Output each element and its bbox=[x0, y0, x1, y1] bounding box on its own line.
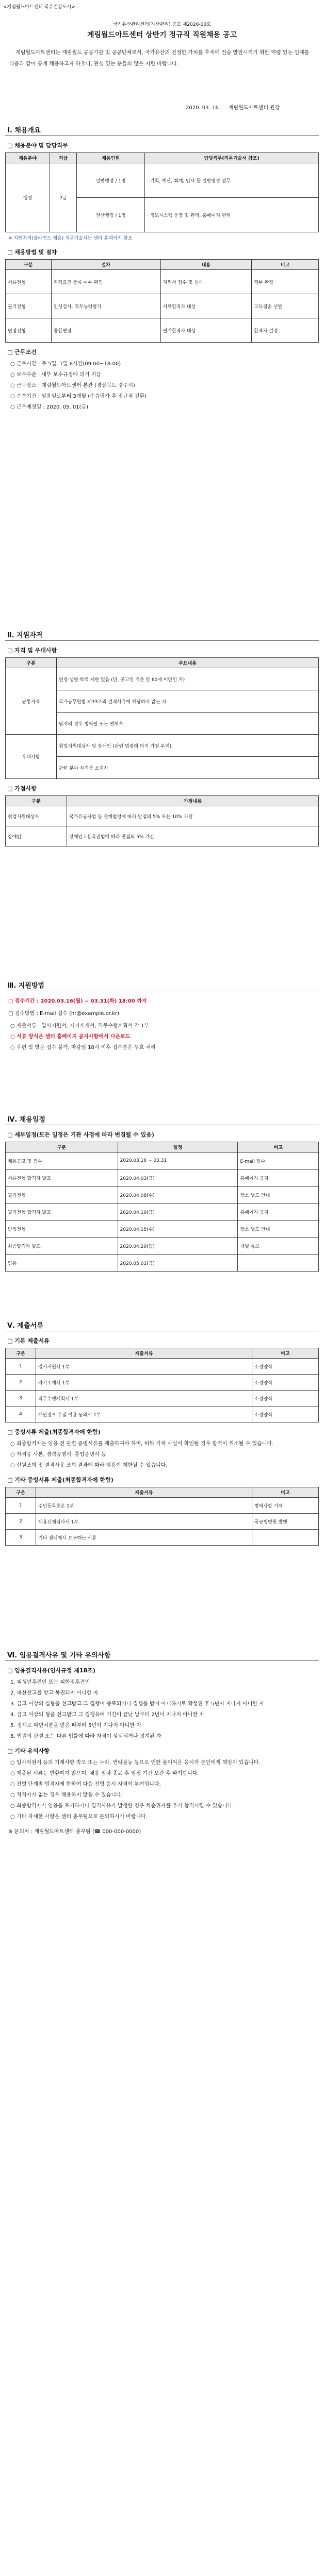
table-header: 가점내용 bbox=[67, 796, 319, 806]
table-cell: 면접전형 bbox=[6, 1221, 118, 1238]
subsection-title: □ 채용분야 및 담당직무 bbox=[7, 142, 68, 149]
table-row bbox=[6, 1255, 319, 1272]
table-cell: 장소 별도 안내 bbox=[238, 1187, 319, 1204]
subsection-title: □ 채용방법 및 절차 bbox=[7, 249, 57, 256]
announcement-date-org bbox=[186, 103, 280, 111]
table-row bbox=[6, 1406, 319, 1422]
table-cell: 서류합격자 대상 bbox=[160, 294, 252, 318]
table-header: 채용분야 bbox=[6, 153, 50, 163]
table-header: 구분 bbox=[6, 658, 57, 668]
table-cell: 관련 분야 자격증 소지자 bbox=[57, 757, 319, 779]
section-recruitment-overview bbox=[5, 124, 319, 413]
section-title: Ⅰ. 채용개요 bbox=[5, 124, 319, 136]
table-cell: 인성검사, 직무능력평가 bbox=[51, 294, 160, 318]
application-method: □ 접수방법 : E-mail 접수 (hr@example.or.kr) bbox=[8, 1011, 119, 1016]
table-row bbox=[6, 1187, 319, 1204]
table-row bbox=[6, 1391, 319, 1406]
table-cell: 3 bbox=[6, 1530, 36, 1546]
table-cell: 우대사항 bbox=[6, 735, 57, 779]
subsection-title: □ 증빙서류 제출(최종합격자에 한함) bbox=[7, 1429, 101, 1435]
basic-documents-table bbox=[5, 1348, 319, 1422]
subsection-title: □ 임용결격사유(인사규정 제18조) bbox=[7, 1667, 95, 1674]
table-cell: 지원서 접수 및 심사 bbox=[160, 270, 252, 294]
subsection-title: □ 가점사항 bbox=[7, 785, 37, 792]
table-cell: 개별 통보 bbox=[238, 1238, 319, 1255]
announcement-number: 국가유산관리센터(자산관리) 공고 제2020-00호 bbox=[113, 22, 211, 27]
table-cell: 소정양식 bbox=[252, 1406, 319, 1422]
table-cell: 필기전형 bbox=[6, 1187, 118, 1204]
table-cell: 장소 별도 안내 bbox=[238, 1221, 319, 1238]
table-cell: 1 bbox=[6, 1359, 36, 1375]
table-header: 비고 bbox=[238, 1142, 319, 1153]
table-cell: 직무수행계획서 1부 bbox=[36, 1391, 252, 1406]
table-cell: 홈페이지 공지 bbox=[238, 1204, 319, 1221]
subsection-title: □ 세부일정(모든 일정은 기관 사정에 따라 변경될 수 있음) bbox=[7, 1131, 154, 1138]
condition-item: ○ 보수수준 : 내부 보수규정에 의거 지급 bbox=[10, 372, 102, 378]
subsection-title: □ 기본 제출서류 bbox=[7, 1337, 50, 1344]
table-cell: 취업지원대상자 bbox=[6, 806, 67, 826]
table-cell: 자기소개서 1부 bbox=[36, 1375, 252, 1391]
table-row bbox=[6, 1170, 319, 1187]
table-cell: 일반행정 / 1명 bbox=[77, 163, 145, 198]
subsection-title: □ 기타 증빙서류 제출(최종합격자에 한함) bbox=[7, 1477, 114, 1483]
disqualification-item: 3. 금고 이상의 실형을 선고받고 그 집행이 종료되거나 집행을 받지 아니하기로 확정된 후 5년이 지나지 아니한 자 bbox=[10, 1701, 264, 1707]
table-row bbox=[6, 1153, 319, 1170]
table-cell: 면접전형 bbox=[6, 318, 52, 343]
table-row bbox=[6, 668, 319, 690]
notice-item: ○ 제출된 서류는 반환하지 않으며, 채용 절차 종료 후 일정 기간 보관 후 파기합니다. bbox=[10, 1771, 199, 1776]
disqualification-item: 1. 피성년후견인 또는 피한정후견인 bbox=[10, 1680, 90, 1685]
table-cell: 채용공고 및 접수 bbox=[6, 1153, 118, 1170]
notice-item: ○ 전형 단계별 합격자에 한하여 다음 전형 응시 자격이 부여됩니다. bbox=[10, 1782, 161, 1787]
table-header: 채용인원 bbox=[77, 153, 145, 163]
table-header: 절차 bbox=[51, 260, 160, 270]
table-row bbox=[6, 1375, 319, 1391]
note-link[interactable]: ※ 지원자격(블라인드 채용) 직무기술서는 센터 홈페이지 참조 bbox=[8, 236, 133, 241]
table-header: 제출서류 bbox=[36, 1348, 252, 1359]
subsection-title: □ 자격 및 우대사항 bbox=[7, 647, 57, 654]
intro-paragraph: 계림월드아트센터는 계림월드 공공기관 및 공공단체로서, 국가유산의 진정한 가치를 후세에 전승 발전시키기 위한 역량 있는 인재를 다음과 같이 공개 채용하고자 하오니, 관심 있는 분들의 많은 지원 바랍니다. bbox=[9, 50, 310, 67]
disqualification-item: 4. 금고 이상의 형을 선고받고 그 집행유예 기간이 끝난 날부터 2년이 지나지 아니한 자 bbox=[10, 1712, 205, 1718]
table-cell: 2020.03.16 ~ 03.31 bbox=[118, 1153, 238, 1170]
table-cell: 소정양식 bbox=[252, 1359, 319, 1375]
table-cell: 취업지원대상자 및 장애인 (관련 법령에 의거 가점 부여) bbox=[57, 735, 319, 757]
table-cell: 입사지원서 1부 bbox=[36, 1359, 252, 1375]
table-header: 비고 bbox=[252, 1487, 319, 1498]
table-cell: 장애인 bbox=[6, 826, 67, 846]
schedule-table bbox=[5, 1142, 319, 1272]
section-title: Ⅳ. 채용일정 bbox=[5, 1113, 319, 1125]
condition-item: ○ 근무시간 : 주 5일, 1일 8시간(09:00~18:00) bbox=[10, 361, 121, 367]
table-cell: 필기전형 bbox=[6, 294, 52, 318]
table-header: 구분 bbox=[6, 1348, 36, 1359]
table-cell: 자격요건 충족 여부 확인 bbox=[51, 270, 160, 294]
document-note: ○ 최종합격자는 임용 전 관련 증빙서류를 제출하여야 하며, 허위 기재 사실이 확인될 경우 합격이 취소될 수 있습니다. bbox=[10, 1441, 274, 1447]
condition-item: ○ 근무예정일 : 2020. 05. 01(금) bbox=[10, 404, 89, 410]
bonus-points-table bbox=[5, 795, 319, 846]
application-item: ○ 우편 및 방문 접수 불가, 마감일 18시 이후 접수분은 무효 처리 bbox=[10, 1045, 156, 1050]
qualifications-table bbox=[5, 657, 319, 779]
table-row bbox=[6, 1359, 319, 1375]
table-cell: 소정양식 bbox=[252, 1391, 319, 1406]
section-qualifications bbox=[5, 629, 319, 846]
table-cell: 2020.04.03(금) bbox=[118, 1170, 238, 1187]
table-cell: · 기획, 예산, 회계, 인사 등 일반행정 업무 bbox=[145, 163, 319, 198]
subsection-title: □ 기타 유의사항 bbox=[7, 1748, 50, 1754]
table-cell: 7급 bbox=[50, 163, 77, 232]
table-cell: 주민등록초본 1부 bbox=[36, 1498, 252, 1514]
table-cell: 2 bbox=[6, 1514, 36, 1530]
section-title: Ⅵ. 임용결격사유 및 기타 유의사항 bbox=[5, 1649, 319, 1661]
table-header: 주요내용 bbox=[57, 658, 319, 668]
table-cell: 필기전형 합격자 발표 bbox=[6, 1204, 118, 1221]
announcement-date: 2020. 03. 16. bbox=[186, 105, 220, 111]
table-header: 구분 bbox=[6, 1487, 36, 1498]
table-cell: E-mail 접수 bbox=[238, 1153, 319, 1170]
section-schedule bbox=[5, 1113, 319, 1272]
table-row bbox=[6, 1221, 319, 1238]
document-note: ○ 자격증 사본, 경력증명서, 졸업증명서 등 bbox=[10, 1452, 106, 1458]
table-header: 내용 bbox=[160, 260, 252, 270]
table-cell: 공통자격 bbox=[6, 668, 57, 735]
notice-item: ○ 최종합격자가 임용을 포기하거나 결격사유가 발생한 경우 차순위자를 추가 합격시킬 수 있습니다. bbox=[10, 1803, 234, 1809]
table-cell: 종합면접 bbox=[51, 318, 160, 343]
table-row bbox=[6, 735, 319, 757]
table-cell: 3 bbox=[6, 1391, 36, 1406]
table-cell bbox=[238, 1255, 319, 1272]
table-cell: 남자의 경우 병역필 또는 면제자 bbox=[57, 713, 319, 735]
section-title: Ⅴ. 제출서류 bbox=[5, 1319, 319, 1331]
subsection-title: □ 근무조건 bbox=[7, 349, 37, 355]
document-note: ○ 신원조회 및 결격사유 조회 결과에 따라 임용이 제한될 수 있습니다. bbox=[10, 1463, 168, 1468]
table-row bbox=[6, 806, 319, 826]
table-cell: 채용신체검사서 1부 bbox=[36, 1514, 252, 1530]
table-cell: 서류전형 합격자 발표 bbox=[6, 1170, 118, 1187]
table-header: 구분 bbox=[6, 260, 52, 270]
table-row bbox=[6, 163, 319, 198]
notice-item: ○ 기타 자세한 사항은 센터 총무팀으로 문의하시기 바랍니다. bbox=[10, 1814, 148, 1820]
table-cell: 2020.04.10(금) bbox=[118, 1204, 238, 1221]
table-cell: 적부 판정 bbox=[252, 270, 319, 294]
table-cell: 합격자 결정 bbox=[252, 318, 319, 343]
table-cell: 최종합격자 발표 bbox=[6, 1238, 118, 1255]
section-documents bbox=[5, 1319, 319, 1546]
disqualification-item: 6. 법원의 판결 또는 다른 법률에 따라 자격이 상실되거나 정지된 자 bbox=[10, 1734, 161, 1739]
table-cell: 국공립병원 발행 bbox=[252, 1514, 319, 1530]
disqualification-item: 5. 징계로 파면처분을 받은 때부터 5년이 지나지 아니한 자 bbox=[10, 1723, 141, 1728]
table-cell: 소정양식 bbox=[252, 1375, 319, 1391]
table-row bbox=[6, 1238, 319, 1255]
condition-item: ○ 수습기간 : 임용일로부터 3개월 (수습평가 후 정규직 전환) bbox=[10, 394, 147, 399]
procedure-table bbox=[5, 259, 319, 343]
table-row bbox=[6, 1530, 319, 1546]
table-header: 담당직무(직무기술서 참조) bbox=[145, 153, 319, 163]
table-cell: 필기합격자 대상 bbox=[160, 318, 252, 343]
table-row bbox=[6, 826, 319, 846]
table-cell: 행정 bbox=[6, 163, 50, 232]
table-row bbox=[6, 294, 319, 318]
table-header: 비고 bbox=[252, 260, 319, 270]
other-documents-table bbox=[5, 1487, 319, 1546]
application-period: □ 접수기간 : 2020.03.16(월) ~ 03.31(화) 18:00 까지 bbox=[8, 998, 147, 1004]
table-row bbox=[6, 1498, 319, 1514]
header-small-text: <계림월드아트센터 국유건강도시> bbox=[3, 5, 75, 10]
table-row bbox=[6, 1514, 319, 1530]
table-row bbox=[6, 1204, 319, 1221]
table-cell: 서류전형 bbox=[6, 270, 52, 294]
table-cell: 전산행정 / 1명 bbox=[77, 198, 145, 232]
table-cell: 개인정보 수집 이용 동의서 1부 bbox=[36, 1406, 252, 1422]
title-box bbox=[7, 21, 317, 40]
table-cell: 2020.04.15(수) bbox=[118, 1221, 238, 1238]
document-title: 계림월드아트센터 상반기 정규직 직원채용 공고 bbox=[87, 31, 237, 39]
table-cell: 2020.04.20(월) bbox=[118, 1238, 238, 1255]
table-row bbox=[6, 270, 319, 294]
table-cell: 1 bbox=[6, 1498, 36, 1514]
application-item: ○ 서류 양식은 센터 홈페이지 공지사항에서 다운로드 bbox=[10, 1034, 131, 1040]
table-cell: 국가공무원법 제33조의 결격사유에 해당하지 않는 자 bbox=[57, 690, 319, 713]
application-item: ○ 제출서류 : 입사지원서, 자기소개서, 직무수행계획서 각 1부 bbox=[10, 1023, 150, 1029]
announcement-org: 계림월드아트센터 원장 bbox=[228, 105, 280, 111]
table-cell bbox=[252, 1530, 319, 1546]
table-header: 일정 bbox=[118, 1142, 238, 1153]
disqualification-item: 2. 파산선고를 받고 복권되지 아니한 자 bbox=[10, 1690, 99, 1696]
section-disqualification-notes bbox=[5, 1649, 319, 1839]
positions-table bbox=[5, 152, 319, 232]
section-application-method bbox=[5, 979, 319, 1054]
table-cell: · 정보시스템 운영 및 관리, 홈페이지 관리 bbox=[145, 198, 319, 232]
table-cell: 4 bbox=[6, 1406, 36, 1422]
table-cell: 병역사항 기재 bbox=[252, 1498, 319, 1514]
table-cell: 고득점순 선발 bbox=[252, 294, 319, 318]
table-header: 직급 bbox=[50, 153, 77, 163]
table-cell: 홈페이지 공지 bbox=[238, 1170, 319, 1187]
table-header: 제출서류 bbox=[36, 1487, 252, 1498]
contact-info: ※ 문의처 : 계림월드아트센터 총무팀 (☎ 000-000-0000) bbox=[8, 1829, 141, 1835]
table-cell: 2020.05.01(금) bbox=[118, 1255, 238, 1272]
table-header: 구분 bbox=[6, 796, 67, 806]
table-header: 비고 bbox=[252, 1348, 319, 1359]
notice-item: ○ 적격자가 없는 경우 채용하지 않을 수 있습니다. bbox=[10, 1792, 123, 1798]
table-cell: 장애인고용촉진법에 따라 만점의 5% 가산 bbox=[67, 826, 319, 846]
condition-item: ○ 근무장소 : 계림월드아트센터 본관 (경상북도 경주시) bbox=[10, 383, 135, 388]
table-cell: 2 bbox=[6, 1375, 36, 1391]
notice-item: ○ 입사지원서 등의 기재사항 착오 또는 누락, 연락불능 등으로 인한 불이익은 응시자 본인에게 책임이 있습니다. bbox=[10, 1760, 261, 1766]
table-header: 구분 bbox=[6, 1142, 118, 1153]
section-title: Ⅲ. 지원방법 bbox=[5, 979, 319, 991]
table-cell: 연령·성별·학력 제한 없음 (단, 공고일 기준 만 60세 미만인 자) bbox=[57, 668, 319, 690]
table-cell: 2020.04.08(수) bbox=[118, 1187, 238, 1204]
section-title: Ⅱ. 지원자격 bbox=[5, 629, 319, 641]
table-row bbox=[6, 318, 319, 343]
table-cell: 국가유공자법 등 관계법령에 따라 만점의 5% 또는 10% 가산 bbox=[67, 806, 319, 826]
table-cell: 기타 센터에서 요구하는 서류 bbox=[36, 1530, 252, 1546]
table-cell: 임용 bbox=[6, 1255, 118, 1272]
